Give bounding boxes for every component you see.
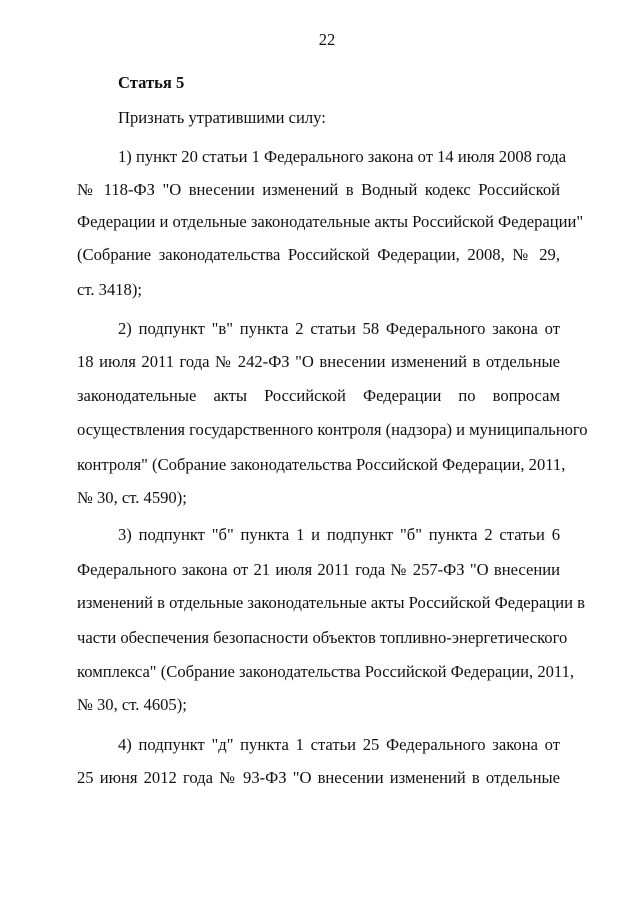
paragraph-line: части обеспечения безопасности объектов топливно-энергетического (77, 628, 568, 647)
paragraph-line: 3) подпункт "б" пункта 1 и подпункт "б" пункта 2 статьи 6 (118, 525, 560, 544)
paragraph-line: 25 июня 2012 года № 93-ФЗ "О внесении изменений в отдельные (77, 768, 560, 787)
paragraph-line: комплекса" (Собрание законодательства Российской Федерации, 2011, (77, 662, 575, 681)
paragraph-line: (Собрание законодательства Российской Федерации, 2008, № 29, (77, 245, 560, 264)
paragraph-line: Федерального закона от 21 июля 2011 года № 257-ФЗ "О внесении (77, 560, 560, 579)
paragraph-line: законодательные акты Российской Федерации по вопросам (77, 386, 560, 405)
paragraph-line: № 30, ст. 4590); (77, 488, 187, 507)
paragraph-line: осуществления государственного контроля (надзора) и муниципального (77, 420, 588, 439)
intro-text: Признать утратившими силу: (118, 108, 326, 127)
paragraph-line: контроля" (Собрание законодательства Российской Федерации, 2011, (77, 455, 566, 474)
paragraph-line: № 30, ст. 4605); (77, 695, 187, 714)
paragraph-line: № 118-ФЗ "О внесении изменений в Водный кодекс Российской (77, 180, 560, 199)
paragraph-line: ст. 3418); (77, 280, 142, 299)
page-number: 22 (318, 30, 336, 49)
paragraph-line: 4) подпункт "д" пункта 1 статьи 25 Федерального закона от (118, 735, 560, 754)
paragraph-line: 18 июля 2011 года № 242-ФЗ "О внесении изменений в отдельные (77, 352, 560, 371)
paragraph-line: 2) подпункт "в" пункта 2 статьи 58 Федерального закона от (118, 319, 560, 338)
article-heading: Статья 5 (118, 73, 185, 92)
paragraph-line: Федерации и отдельные законодательные акты Российской Федерации" (77, 212, 584, 231)
paragraph-line: изменений в отдельные законодательные акты Российской Федерации в (77, 593, 585, 612)
paragraph-line: 1) пункт 20 статьи 1 Федерального закона от 14 июля 2008 года (118, 147, 567, 166)
